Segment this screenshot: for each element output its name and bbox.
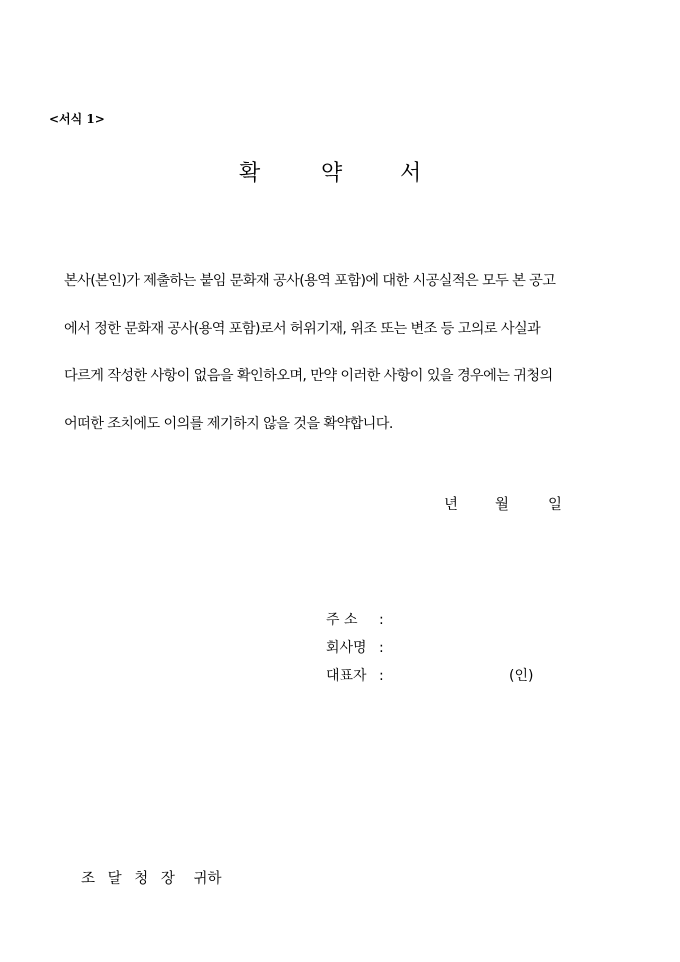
- recipient-char: 장: [160, 871, 175, 887]
- address-label: 주 소: [326, 612, 358, 628]
- seal-label: (인): [509, 668, 534, 684]
- body-line: 본사(본인)가 제출하는 붙임 문화재 공사(용역 포함)에 대한 시공실적은 모두 본 공고: [64, 273, 556, 289]
- recipient-line: [81, 867, 230, 888]
- form-number: <서식 1>: [49, 112, 105, 126]
- address-row: [326, 610, 586, 638]
- company-label: 회사명: [326, 640, 367, 656]
- body-line: 다르게 작성한 사항이 없음을 확인하오며, 만약 이러한 사항이 있을 경우에는 귀청의: [64, 368, 553, 384]
- year-label: 년: [444, 497, 459, 513]
- pledge-body: [64, 270, 624, 460]
- representative-label: 대표자: [326, 668, 367, 684]
- month-label: 월: [495, 497, 510, 513]
- recipient-char: 청: [134, 871, 149, 887]
- title-char-3: 서: [400, 161, 422, 186]
- recipient-suffix: 귀하: [193, 871, 222, 887]
- title-char-2: 약: [321, 161, 343, 186]
- company-row: [326, 638, 586, 666]
- colon: :: [379, 640, 384, 656]
- body-line: 에서 정한 문화재 공사(용역 포함)로서 허위기재, 위조 또는 변조 등 고의로 사실과: [64, 320, 541, 337]
- day-label: 일: [548, 497, 563, 513]
- recipient-char: 조: [81, 871, 96, 887]
- colon: :: [379, 668, 384, 684]
- recipient-char: 달: [107, 871, 122, 887]
- representative-row: [326, 666, 586, 694]
- body-line: 어떠한 조치에도 이의를 제기하지 않을 것을 확약합니다.: [64, 415, 393, 432]
- signatory-block: [326, 610, 586, 694]
- colon: :: [379, 612, 384, 628]
- title-char-1: 확: [239, 161, 261, 186]
